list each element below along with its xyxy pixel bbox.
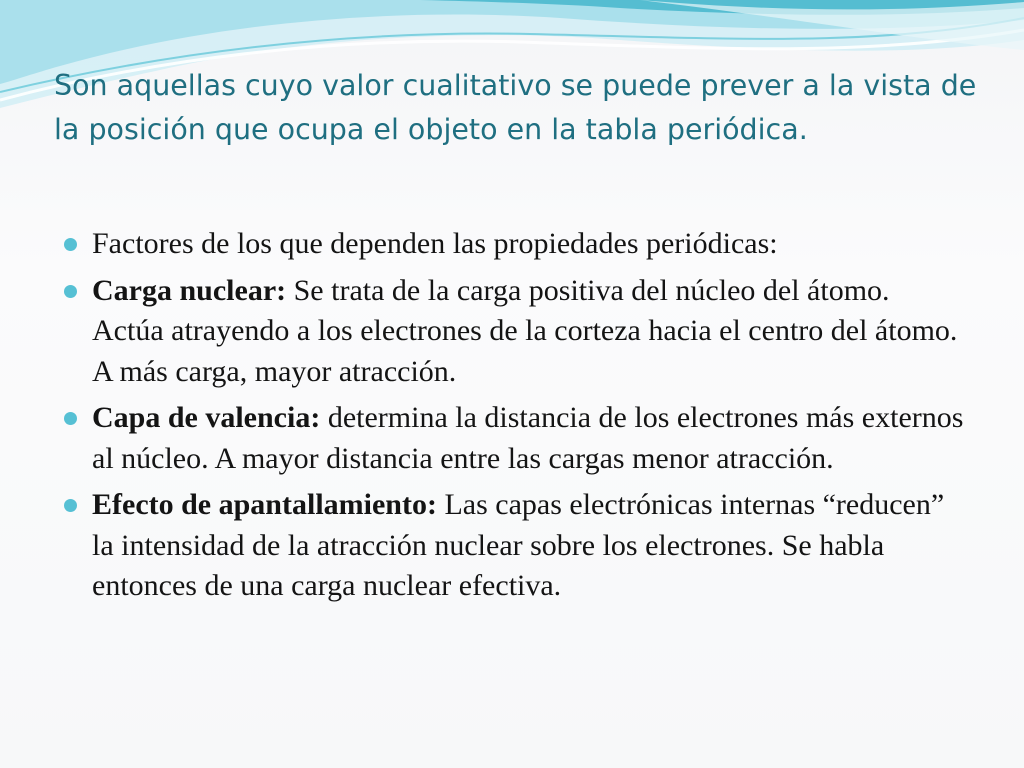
bullet-factores — [64, 224, 964, 265]
bullet-text: Factores de los que dependen las propiedades periódicas: — [92, 227, 778, 260]
bullet-text: Se trata de la carga positiva del núcleo del átomo. Actúa atrayendo a los electrones de la corteza hacia el centro del átomo. A más carga, mayor atracción. — [92, 273, 958, 388]
bullet-marker-icon — [64, 499, 77, 512]
bullet-carga-nuclear — [64, 271, 964, 393]
bullet-marker-icon — [64, 238, 77, 251]
bullet-list — [64, 224, 964, 613]
bullet-text: determina la distancia de los electrones más externos al núcleo. A mayor distancia entre las cargas menor atracción. — [92, 401, 964, 475]
slide-title: Son aquellas cuyo valor cualitativo se puede prever a la vista de la posición que ocupa el objeto en la tabla periódica. — [54, 69, 977, 146]
bullet-capa-valencia — [64, 398, 964, 479]
bullet-marker-icon — [64, 412, 77, 425]
bullet-term: Efecto de apantallamiento: — [92, 488, 437, 521]
bullet-term: Carga nuclear: — [92, 273, 287, 307]
bullet-term: Capa de valencia: — [92, 401, 321, 434]
bullet-marker-icon — [64, 285, 77, 298]
bullet-text: Las capas electrónicas internas “reducen” la intensidad de la atracción nuclear sobre los electrones. Se habla entonces de una carga nuclear efectiva. — [92, 488, 945, 602]
bullet-apantallamiento — [64, 485, 964, 607]
